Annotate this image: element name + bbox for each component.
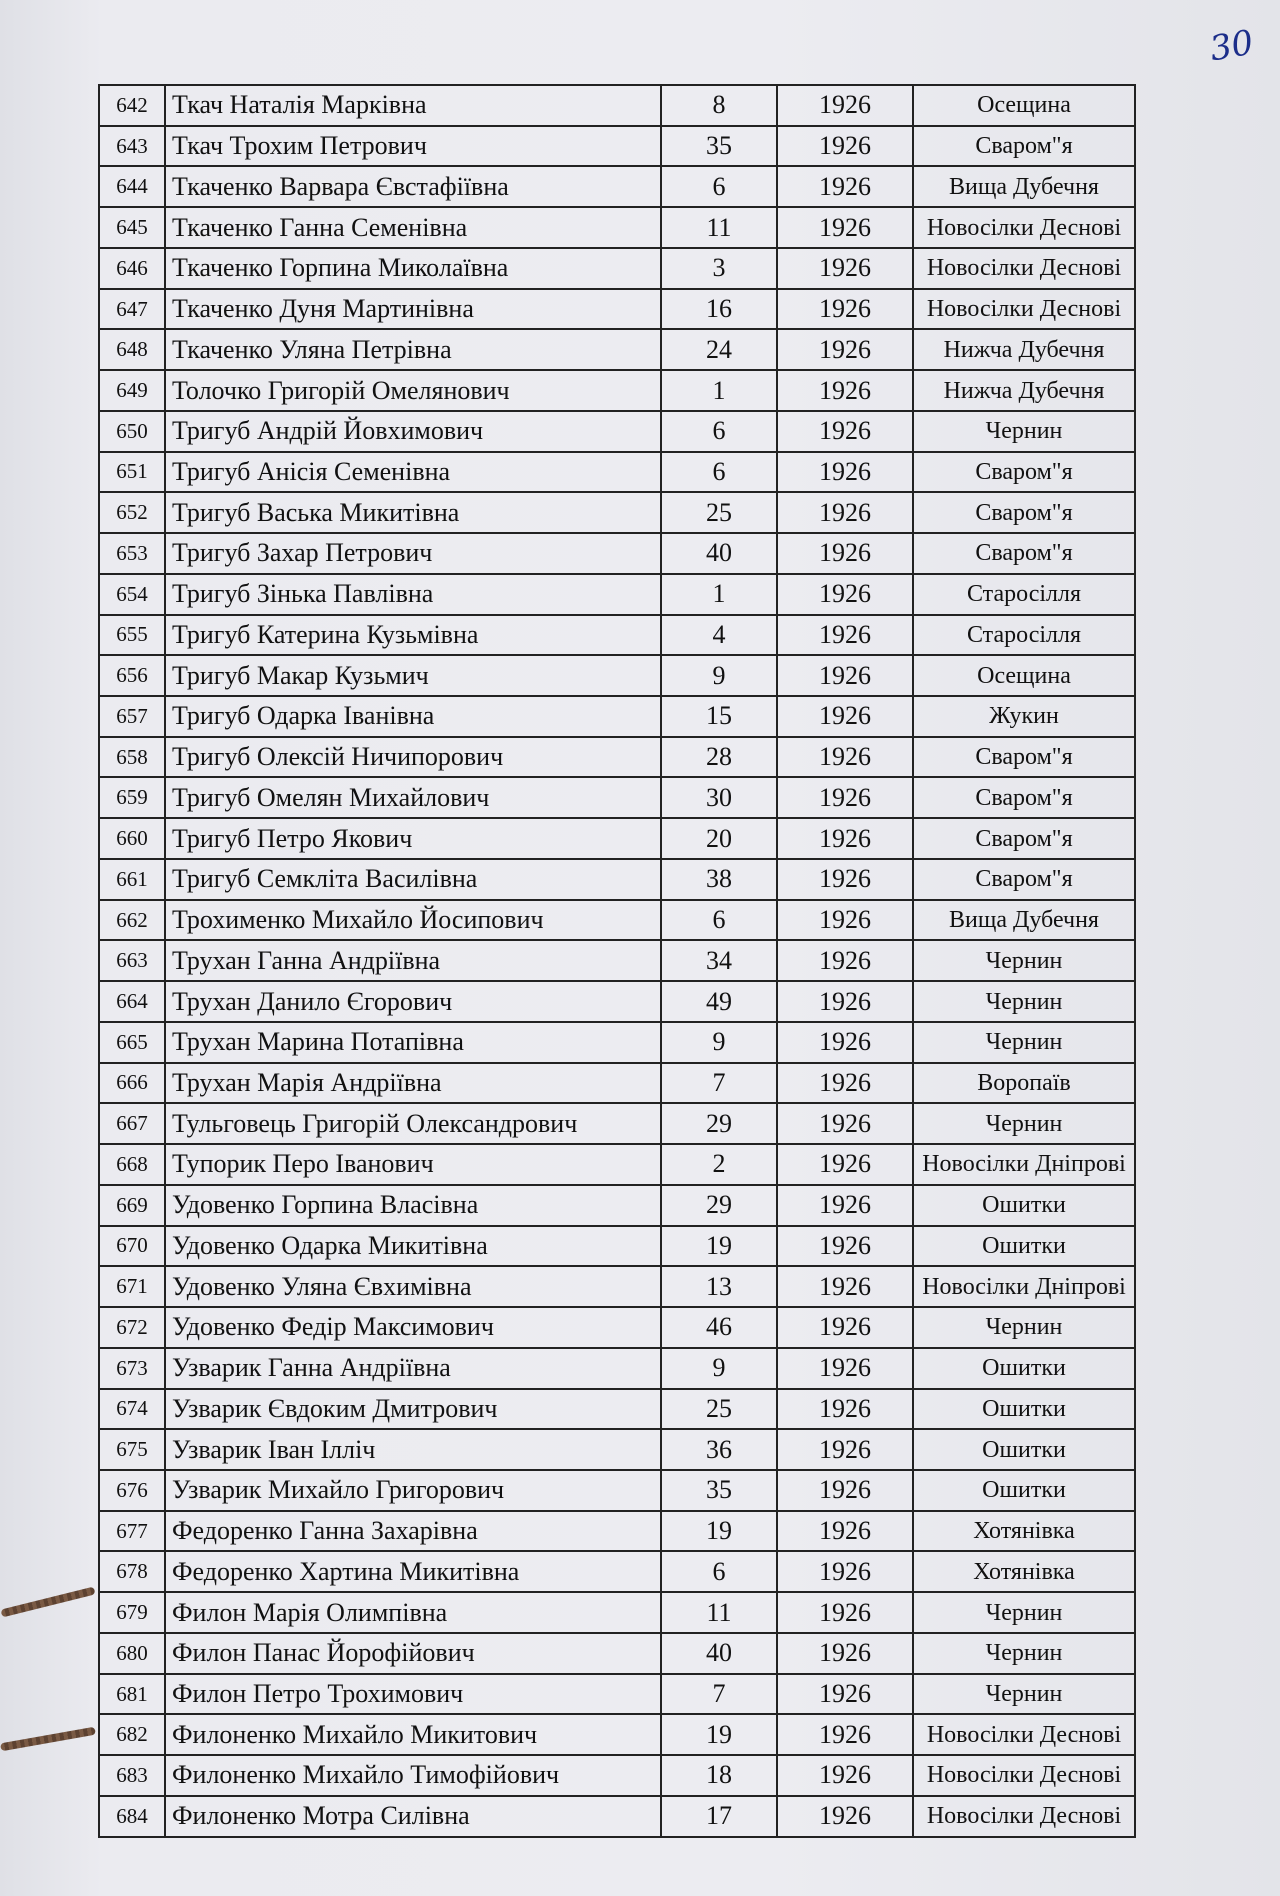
village-cell: Чернин (913, 1022, 1135, 1063)
age-cell: 6 (661, 900, 777, 941)
row-number-cell: 664 (99, 981, 165, 1022)
row-number-cell: 676 (99, 1470, 165, 1511)
table-row (99, 777, 1135, 818)
village-cell: Сваром"я (913, 452, 1135, 493)
row-number-cell: 682 (99, 1714, 165, 1755)
registry-table (98, 84, 1136, 1838)
village-cell: Чернин (913, 1592, 1135, 1633)
year-cell: 1926 (777, 940, 913, 981)
year-cell: 1926 (777, 818, 913, 859)
table-row (99, 1144, 1135, 1185)
year-cell: 1926 (777, 1226, 913, 1267)
village-cell: Сваром"я (913, 818, 1135, 859)
year-cell: 1926 (777, 1796, 913, 1837)
table-row (99, 452, 1135, 493)
table-row (99, 900, 1135, 941)
village-cell: Осещина (913, 85, 1135, 126)
row-number-cell: 668 (99, 1144, 165, 1185)
village-cell: Ошитки (913, 1389, 1135, 1430)
table-row (99, 1266, 1135, 1307)
year-cell: 1926 (777, 1429, 913, 1470)
table-row (99, 1674, 1135, 1715)
row-number-cell: 674 (99, 1389, 165, 1430)
row-number-cell: 661 (99, 859, 165, 900)
row-number-cell: 684 (99, 1796, 165, 1837)
age-cell: 29 (661, 1185, 777, 1226)
table-row (99, 859, 1135, 900)
table-row (99, 492, 1135, 533)
village-cell: Новосілки Деснові (913, 248, 1135, 289)
age-cell: 7 (661, 1063, 777, 1104)
row-number-cell: 665 (99, 1022, 165, 1063)
age-cell: 6 (661, 411, 777, 452)
year-cell: 1926 (777, 574, 913, 615)
year-cell: 1926 (777, 737, 913, 778)
village-cell: Ошитки (913, 1185, 1135, 1226)
village-cell: Сваром"я (913, 737, 1135, 778)
row-number-cell: 679 (99, 1592, 165, 1633)
full-name-cell: Филон Панас Йорофійович (165, 1633, 661, 1674)
full-name-cell: Тригуб Катерина Кузьмівна (165, 615, 661, 656)
age-cell: 40 (661, 533, 777, 574)
table-row (99, 818, 1135, 859)
table-row (99, 1226, 1135, 1267)
village-cell: Чернин (913, 1103, 1135, 1144)
row-number-cell: 669 (99, 1185, 165, 1226)
village-cell: Новосілки Деснові (913, 1714, 1135, 1755)
table-row (99, 1592, 1135, 1633)
village-cell: Хотянівка (913, 1511, 1135, 1552)
village-cell: Новосілки Деснові (913, 1755, 1135, 1796)
full-name-cell: Тульговець Григорій Олександрович (165, 1103, 661, 1144)
full-name-cell: Ткач Наталія Марківна (165, 85, 661, 126)
year-cell: 1926 (777, 981, 913, 1022)
row-number-cell: 657 (99, 696, 165, 737)
village-cell: Чернин (913, 1307, 1135, 1348)
full-name-cell: Ткаченко Ганна Семенівна (165, 207, 661, 248)
table-row (99, 1551, 1135, 1592)
village-cell: Чернин (913, 411, 1135, 452)
binding-thread-lower (0, 1727, 96, 1752)
table-row (99, 207, 1135, 248)
table-row (99, 940, 1135, 981)
table-row (99, 1796, 1135, 1837)
year-cell: 1926 (777, 1551, 913, 1592)
age-cell: 2 (661, 1144, 777, 1185)
year-cell: 1926 (777, 248, 913, 289)
year-cell: 1926 (777, 1592, 913, 1633)
year-cell: 1926 (777, 1266, 913, 1307)
age-cell: 25 (661, 1389, 777, 1430)
table-row (99, 696, 1135, 737)
village-cell: Чернин (913, 940, 1135, 981)
age-cell: 34 (661, 940, 777, 981)
year-cell: 1926 (777, 1633, 913, 1674)
year-cell: 1926 (777, 289, 913, 330)
age-cell: 25 (661, 492, 777, 533)
full-name-cell: Удовенко Одарка Микитівна (165, 1226, 661, 1267)
row-number-cell: 651 (99, 452, 165, 493)
handwritten-page-number: 30 (1206, 22, 1257, 70)
village-cell: Сваром"я (913, 492, 1135, 533)
full-name-cell: Узварик Михайло Григорович (165, 1470, 661, 1511)
year-cell: 1926 (777, 166, 913, 207)
village-cell: Ошитки (913, 1470, 1135, 1511)
row-number-cell: 647 (99, 289, 165, 330)
village-cell: Чернин (913, 1633, 1135, 1674)
row-number-cell: 653 (99, 533, 165, 574)
village-cell: Сваром"я (913, 533, 1135, 574)
row-number-cell: 659 (99, 777, 165, 818)
age-cell: 13 (661, 1266, 777, 1307)
age-cell: 6 (661, 1551, 777, 1592)
table-row (99, 1348, 1135, 1389)
full-name-cell: Ткаченко Дуня Мартинівна (165, 289, 661, 330)
age-cell: 49 (661, 981, 777, 1022)
village-cell: Новосілки Дніпрові (913, 1144, 1135, 1185)
year-cell: 1926 (777, 411, 913, 452)
age-cell: 24 (661, 329, 777, 370)
full-name-cell: Филоненко Михайло Микитович (165, 1714, 661, 1755)
age-cell: 15 (661, 696, 777, 737)
full-name-cell: Тригуб Семкліта Василівна (165, 859, 661, 900)
year-cell: 1926 (777, 370, 913, 411)
table-row (99, 533, 1135, 574)
row-number-cell: 650 (99, 411, 165, 452)
village-cell: Хотянівка (913, 1551, 1135, 1592)
table-row (99, 85, 1135, 126)
age-cell: 7 (661, 1674, 777, 1715)
full-name-cell: Филон Петро Трохимович (165, 1674, 661, 1715)
table-row (99, 1429, 1135, 1470)
age-cell: 40 (661, 1633, 777, 1674)
table-row (99, 1470, 1135, 1511)
full-name-cell: Трухан Марія Андріївна (165, 1063, 661, 1104)
age-cell: 1 (661, 574, 777, 615)
full-name-cell: Тригуб Петро Якович (165, 818, 661, 859)
full-name-cell: Толочко Григорій Омелянович (165, 370, 661, 411)
age-cell: 9 (661, 655, 777, 696)
table-row (99, 370, 1135, 411)
village-cell: Новосілки Деснові (913, 1796, 1135, 1837)
row-number-cell: 673 (99, 1348, 165, 1389)
full-name-cell: Филоненко Мотра Силівна (165, 1796, 661, 1837)
table-row (99, 166, 1135, 207)
row-number-cell: 655 (99, 615, 165, 656)
year-cell: 1926 (777, 1389, 913, 1430)
village-cell: Вища Дубечня (913, 166, 1135, 207)
village-cell: Новосілки Деснові (913, 289, 1135, 330)
table-row (99, 1714, 1135, 1755)
full-name-cell: Тригуб Захар Петрович (165, 533, 661, 574)
row-number-cell: 675 (99, 1429, 165, 1470)
year-cell: 1926 (777, 859, 913, 900)
row-number-cell: 660 (99, 818, 165, 859)
full-name-cell: Филоненко Михайло Тимофійович (165, 1755, 661, 1796)
table-row (99, 655, 1135, 696)
village-cell: Осещина (913, 655, 1135, 696)
age-cell: 35 (661, 1470, 777, 1511)
table-row (99, 1633, 1135, 1674)
year-cell: 1926 (777, 1348, 913, 1389)
full-name-cell: Федоренко Ганна Захарівна (165, 1511, 661, 1552)
table-row (99, 615, 1135, 656)
age-cell: 9 (661, 1022, 777, 1063)
table-row (99, 1022, 1135, 1063)
table-row (99, 1755, 1135, 1796)
full-name-cell: Филон Марія Олимпівна (165, 1592, 661, 1633)
full-name-cell: Узварик Ганна Андріївна (165, 1348, 661, 1389)
row-number-cell: 672 (99, 1307, 165, 1348)
age-cell: 17 (661, 1796, 777, 1837)
row-number-cell: 646 (99, 248, 165, 289)
row-number-cell: 683 (99, 1755, 165, 1796)
full-name-cell: Тригуб Макар Кузьмич (165, 655, 661, 696)
full-name-cell: Удовенко Уляна Євхимівна (165, 1266, 661, 1307)
village-cell: Ошитки (913, 1429, 1135, 1470)
row-number-cell: 649 (99, 370, 165, 411)
year-cell: 1926 (777, 1714, 913, 1755)
age-cell: 35 (661, 126, 777, 167)
row-number-cell: 681 (99, 1674, 165, 1715)
table-row (99, 1511, 1135, 1552)
table-row (99, 1307, 1135, 1348)
age-cell: 6 (661, 452, 777, 493)
year-cell: 1926 (777, 126, 913, 167)
row-number-cell: 666 (99, 1063, 165, 1104)
age-cell: 4 (661, 615, 777, 656)
year-cell: 1926 (777, 777, 913, 818)
age-cell: 19 (661, 1226, 777, 1267)
row-number-cell: 652 (99, 492, 165, 533)
full-name-cell: Трухан Марина Потапівна (165, 1022, 661, 1063)
row-number-cell: 677 (99, 1511, 165, 1552)
age-cell: 9 (661, 1348, 777, 1389)
full-name-cell: Тригуб Васька Микитівна (165, 492, 661, 533)
full-name-cell: Тригуб Анісія Семенівна (165, 452, 661, 493)
year-cell: 1926 (777, 900, 913, 941)
year-cell: 1926 (777, 1063, 913, 1104)
year-cell: 1926 (777, 533, 913, 574)
age-cell: 18 (661, 1755, 777, 1796)
village-cell: Сваром"я (913, 777, 1135, 818)
age-cell: 20 (661, 818, 777, 859)
full-name-cell: Тригуб Андрій Йовхимович (165, 411, 661, 452)
table-row (99, 126, 1135, 167)
village-cell: Новосілки Деснові (913, 207, 1135, 248)
table-row (99, 289, 1135, 330)
year-cell: 1926 (777, 1022, 913, 1063)
table-row (99, 329, 1135, 370)
row-number-cell: 670 (99, 1226, 165, 1267)
village-cell: Старосілля (913, 574, 1135, 615)
village-cell: Жукин (913, 696, 1135, 737)
village-cell: Нижча Дубечня (913, 329, 1135, 370)
year-cell: 1926 (777, 452, 913, 493)
table-row (99, 1185, 1135, 1226)
full-name-cell: Ткаченко Горпина Миколаївна (165, 248, 661, 289)
year-cell: 1926 (777, 1674, 913, 1715)
row-number-cell: 656 (99, 655, 165, 696)
age-cell: 16 (661, 289, 777, 330)
row-number-cell: 663 (99, 940, 165, 981)
village-cell: Чернин (913, 981, 1135, 1022)
year-cell: 1926 (777, 1307, 913, 1348)
full-name-cell: Тригуб Омелян Михайлович (165, 777, 661, 818)
registry-table-body (99, 85, 1135, 1837)
table-row (99, 1103, 1135, 1144)
age-cell: 29 (661, 1103, 777, 1144)
row-number-cell: 667 (99, 1103, 165, 1144)
row-number-cell: 648 (99, 329, 165, 370)
age-cell: 8 (661, 85, 777, 126)
row-number-cell: 671 (99, 1266, 165, 1307)
full-name-cell: Ткаченко Уляна Петрівна (165, 329, 661, 370)
row-number-cell: 678 (99, 1551, 165, 1592)
full-name-cell: Тригуб Одарка Іванівна (165, 696, 661, 737)
village-cell: Сваром"я (913, 859, 1135, 900)
age-cell: 38 (661, 859, 777, 900)
row-number-cell: 658 (99, 737, 165, 778)
village-cell: Ошитки (913, 1348, 1135, 1389)
age-cell: 6 (661, 166, 777, 207)
age-cell: 3 (661, 248, 777, 289)
full-name-cell: Узварик Іван Ілліч (165, 1429, 661, 1470)
full-name-cell: Удовенко Горпина Власівна (165, 1185, 661, 1226)
age-cell: 1 (661, 370, 777, 411)
village-cell: Воропаїв (913, 1063, 1135, 1104)
full-name-cell: Трохименко Михайло Йосипович (165, 900, 661, 941)
row-number-cell: 645 (99, 207, 165, 248)
village-cell: Нижча Дубечня (913, 370, 1135, 411)
village-cell: Новосілки Дніпрові (913, 1266, 1135, 1307)
year-cell: 1926 (777, 1144, 913, 1185)
year-cell: 1926 (777, 207, 913, 248)
row-number-cell: 642 (99, 85, 165, 126)
year-cell: 1926 (777, 696, 913, 737)
village-cell: Ошитки (913, 1226, 1135, 1267)
full-name-cell: Тригуб Зінька Павлівна (165, 574, 661, 615)
full-name-cell: Ткаченко Варвара Євстафіївна (165, 166, 661, 207)
full-name-cell: Тригуб Олексій Ничипорович (165, 737, 661, 778)
village-cell: Сваром"я (913, 126, 1135, 167)
full-name-cell: Узварик Євдоким Дмитрович (165, 1389, 661, 1430)
age-cell: 11 (661, 207, 777, 248)
row-number-cell: 644 (99, 166, 165, 207)
binding-thread-upper (0, 1587, 95, 1618)
table-row (99, 1389, 1135, 1430)
year-cell: 1926 (777, 329, 913, 370)
row-number-cell: 662 (99, 900, 165, 941)
year-cell: 1926 (777, 615, 913, 656)
year-cell: 1926 (777, 492, 913, 533)
village-cell: Старосілля (913, 615, 1135, 656)
table-row (99, 574, 1135, 615)
table-row (99, 981, 1135, 1022)
row-number-cell: 680 (99, 1633, 165, 1674)
year-cell: 1926 (777, 1185, 913, 1226)
age-cell: 19 (661, 1511, 777, 1552)
year-cell: 1926 (777, 1470, 913, 1511)
row-number-cell: 654 (99, 574, 165, 615)
age-cell: 19 (661, 1714, 777, 1755)
table-row (99, 1063, 1135, 1104)
full-name-cell: Трухан Данило Єгорович (165, 981, 661, 1022)
full-name-cell: Ткач Трохим Петрович (165, 126, 661, 167)
table-row (99, 737, 1135, 778)
table-row (99, 411, 1135, 452)
age-cell: 36 (661, 1429, 777, 1470)
row-number-cell: 643 (99, 126, 165, 167)
full-name-cell: Удовенко Федір Максимович (165, 1307, 661, 1348)
village-cell: Вища Дубечня (913, 900, 1135, 941)
year-cell: 1926 (777, 1511, 913, 1552)
full-name-cell: Тупорик Перо Іванович (165, 1144, 661, 1185)
full-name-cell: Трухан Ганна Андріївна (165, 940, 661, 981)
year-cell: 1926 (777, 655, 913, 696)
age-cell: 30 (661, 777, 777, 818)
year-cell: 1926 (777, 85, 913, 126)
year-cell: 1926 (777, 1103, 913, 1144)
age-cell: 11 (661, 1592, 777, 1633)
full-name-cell: Федоренко Хартина Микитівна (165, 1551, 661, 1592)
age-cell: 46 (661, 1307, 777, 1348)
age-cell: 28 (661, 737, 777, 778)
village-cell: Чернин (913, 1674, 1135, 1715)
table-row (99, 248, 1135, 289)
year-cell: 1926 (777, 1755, 913, 1796)
